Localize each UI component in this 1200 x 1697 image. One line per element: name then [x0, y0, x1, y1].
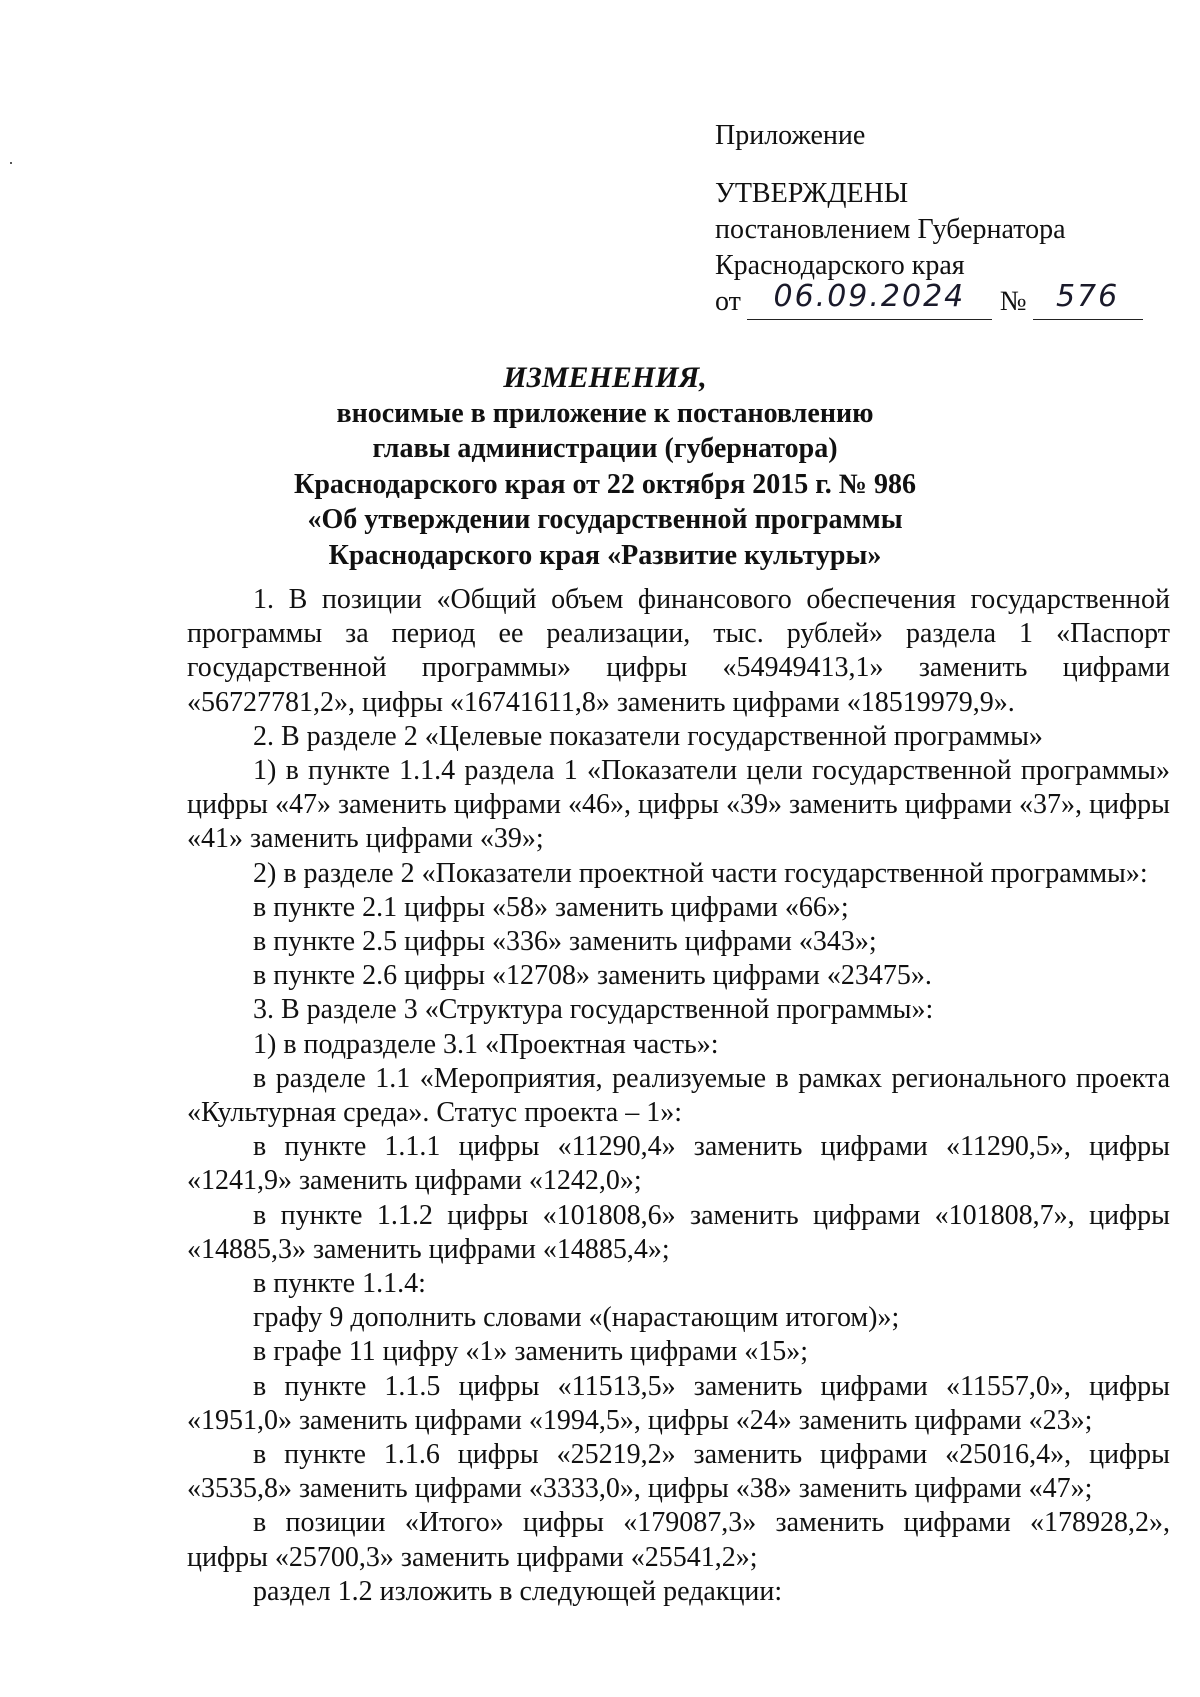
decree-line: постановлением Губернатора	[715, 214, 1066, 245]
paragraph: в позиции «Итого» цифры «179087,3» заменить цифрами «178928,2», цифры «25700,3» заменить цифрами «25541,2»;	[187, 1507, 1170, 1573]
heading-title: ИЗМЕНЕНИЯ,	[503, 361, 707, 394]
paragraph: раздел 1.2 изложить в следующей редакции:	[253, 1575, 783, 1607]
number-field	[1033, 279, 1143, 320]
handwritten-date: 06.09.2024	[773, 279, 966, 314]
document-heading	[200, 360, 1010, 573]
date-number-line	[715, 279, 1155, 320]
paragraph: в пункте 2.1 цифры «58» заменить цифрами «66»;	[253, 891, 849, 923]
heading-line: «Об утверждении государственной программы	[307, 504, 903, 535]
paragraph: 2. В разделе 2 «Целевые показатели государственной программы»	[253, 720, 1043, 752]
date-field	[747, 279, 992, 320]
date-prefix: от	[715, 286, 741, 317]
region-line: Краснодарского края	[715, 250, 965, 281]
approval-block	[715, 118, 1155, 320]
paragraph: 1) в подразделе 3.1 «Проектная часть»:	[253, 1028, 719, 1060]
paragraph: в пункте 1.1.6 цифры «25219,2» заменить цифрами «25016,4», цифры «3535,8» заменить цифрами «3333,0», цифры «38» заменить цифрами «47»;	[187, 1439, 1170, 1505]
heading-line: главы администрации (губернатора)	[372, 433, 838, 464]
paragraph: в пункте 2.5 цифры «336» заменить цифрами «343»;	[253, 926, 877, 958]
paragraph: графу 9 дополнить словами «(нарастающим итогом)»;	[253, 1302, 900, 1334]
appendix-label: Приложение	[715, 120, 866, 151]
paragraph: 1) в пункте 1.1.4 раздела 1 «Показатели цели государственной программы» цифры «47» заменить цифрами «46», цифры «39» заменить цифрами «37», цифры «41» заменить цифрами «39»;	[187, 755, 1170, 855]
handwritten-number: 576	[1055, 279, 1120, 314]
paragraph: в графе 11 цифру «1» заменить цифрами «15»;	[253, 1336, 809, 1368]
heading-line: вносимые в приложение к постановлению	[336, 397, 874, 429]
paragraph: в пункте 1.1.4:	[253, 1268, 426, 1300]
paragraph: в пункте 1.1.5 цифры «11513,5» заменить цифрами «11557,0», цифры «1951,0» заменить цифрами «1994,5», цифры «24» заменить цифрами «23»;	[187, 1370, 1170, 1436]
number-prefix: №	[999, 286, 1027, 317]
scan-speck	[10, 162, 12, 164]
heading-line: Краснодарского края от 22 октября 2015 г. № 986	[294, 468, 916, 500]
paragraph: 2) в разделе 2 «Показатели проектной части государственной программы»:	[253, 857, 1148, 889]
approved-label: УТВЕРЖДЕНЫ	[715, 178, 909, 209]
paragraph: 1. В позиции «Общий объем финансового обеспечения государственной программы за период ее реализации, тыс. рублей» раздела 1 «Паспорт государственной программы» цифры «54949413,1» заменить цифрами «56727781,2», цифры «16741611,8» заменить цифрами «18519979,9».	[187, 584, 1170, 718]
paragraph: в пункте 1.1.2 цифры «101808,6» заменить цифрами «101808,7», цифры «14885,3» заменить цифрами «14885,4»;	[187, 1199, 1170, 1265]
paragraph: в разделе 1.1 «Мероприятия, реализуемые в рамках регионального проекта «Культурная среда». Статус проекта – 1»:	[187, 1062, 1170, 1129]
document-body	[187, 583, 1170, 1609]
paragraph: в пункте 2.6 цифры «12708» заменить цифрами «23475».	[253, 960, 932, 992]
paragraph: в пункте 1.1.1 цифры «11290,4» заменить цифрами «11290,5», цифры «1241,9» заменить цифрами «1242,0»;	[187, 1131, 1170, 1197]
heading-line: Краснодарского края «Развитие культуры»	[328, 539, 882, 571]
paragraph: 3. В разделе 3 «Структура государственной программы»:	[253, 994, 934, 1026]
